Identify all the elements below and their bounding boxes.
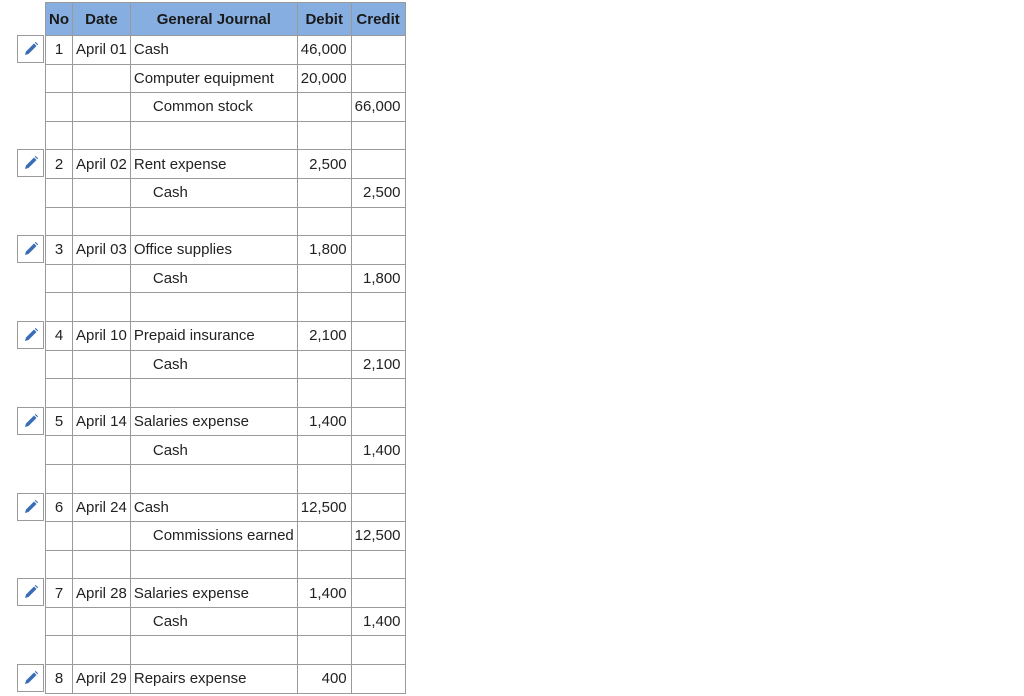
account-cell: Repairs expense [130,665,297,694]
journal-blank-line [46,636,406,665]
entry-number: 6 [46,493,73,522]
entry-date: April 28 [73,579,131,608]
credit-cell [351,579,405,608]
account-cell: Cash [130,493,297,522]
entry-date: April 29 [73,665,131,694]
entry-number-empty [46,121,73,150]
edit-entry-4-button[interactable] [17,321,44,349]
entry-date: April 02 [73,150,131,179]
credit-cell [351,665,405,694]
account-cell: Office supplies [130,236,297,265]
pencil-icon [23,241,39,257]
account-cell: Cash [130,436,297,465]
header-credit: Credit [351,3,405,36]
journal-line [46,350,406,379]
entry-date-empty [73,64,131,93]
account-cell-empty [130,550,297,579]
journal-line [46,236,406,265]
header-general-journal: General Journal [130,3,297,36]
credit-cell-empty [351,121,405,150]
journal-line [46,493,406,522]
credit-cell-empty [351,207,405,236]
entry-number-empty [46,64,73,93]
journal-line [46,665,406,694]
credit-cell [351,407,405,436]
entry-number-empty [46,522,73,551]
account-cell: Salaries expense [130,579,297,608]
journal-line [46,264,406,293]
entry-number-empty [46,550,73,579]
debit-cell [297,178,351,207]
entry-date: April 14 [73,407,131,436]
account-cell-empty [130,464,297,493]
journal-blank-line [46,379,406,408]
credit-cell: 66,000 [351,93,405,122]
debit-cell [297,436,351,465]
journal-line [46,407,406,436]
entry-number: 4 [46,321,73,350]
credit-cell-empty [351,293,405,322]
account-cell-empty [130,379,297,408]
pencil-icon [23,155,39,171]
entry-date-empty [73,264,131,293]
credit-cell: 2,100 [351,350,405,379]
credit-cell-empty [351,550,405,579]
entry-date-empty [73,350,131,379]
entry-number-empty [46,293,73,322]
entry-number-empty [46,264,73,293]
credit-cell [351,321,405,350]
debit-cell-empty [297,207,351,236]
entry-date: April 01 [73,36,131,65]
credit-cell [351,150,405,179]
debit-cell [297,264,351,293]
entry-date-empty [73,607,131,636]
account-cell-empty [130,636,297,665]
journal-blank-line [46,121,406,150]
account-cell: Rent expense [130,150,297,179]
debit-cell: 1,400 [297,407,351,436]
journal-line [46,150,406,179]
debit-cell [297,350,351,379]
credit-cell-empty [351,464,405,493]
credit-cell-empty [351,636,405,665]
entry-date-empty [73,121,131,150]
edit-entry-7-button[interactable] [17,578,44,606]
entry-number: 5 [46,407,73,436]
entry-number-empty [46,379,73,408]
credit-cell: 2,500 [351,178,405,207]
entry-number-empty [46,436,73,465]
account-cell: Computer equipment [130,64,297,93]
journal-blank-line [46,550,406,579]
pencil-icon [23,584,39,600]
entry-date-empty [73,93,131,122]
entry-date-empty [73,379,131,408]
header-row [46,3,406,36]
entry-date-empty [73,293,131,322]
journal-blank-line [46,207,406,236]
credit-cell-empty [351,379,405,408]
journal-line [46,607,406,636]
edit-entry-1-button[interactable] [17,35,44,63]
debit-cell-empty [297,550,351,579]
account-cell: Cash [130,607,297,636]
credit-cell [351,493,405,522]
journal-blank-line [46,293,406,322]
account-cell-empty [130,293,297,322]
credit-cell: 1,800 [351,264,405,293]
debit-cell: 12,500 [297,493,351,522]
entry-number-empty [46,178,73,207]
account-cell: Commissions earned [130,522,297,551]
credit-cell [351,236,405,265]
entry-number: 2 [46,150,73,179]
edit-entry-3-button[interactable] [17,235,44,263]
journal-line [46,436,406,465]
account-cell: Cash [130,264,297,293]
edit-entry-6-button[interactable] [17,493,44,521]
pencil-icon [23,413,39,429]
journal-line [46,178,406,207]
entry-date-empty [73,436,131,465]
debit-cell-empty [297,293,351,322]
debit-cell [297,93,351,122]
debit-cell-empty [297,121,351,150]
debit-cell-empty [297,636,351,665]
entry-number-empty [46,636,73,665]
credit-cell [351,64,405,93]
entry-date-empty [73,550,131,579]
debit-cell: 1,800 [297,236,351,265]
journal-line [46,522,406,551]
entry-number: 8 [46,665,73,694]
journal-line [46,36,406,65]
pencil-icon [23,327,39,343]
entry-number-empty [46,207,73,236]
header-date: Date [73,3,131,36]
entry-date-empty [73,178,131,207]
credit-cell: 1,400 [351,607,405,636]
entry-number-empty [46,607,73,636]
debit-cell [297,522,351,551]
journal-blank-line [46,464,406,493]
entry-date-empty [73,464,131,493]
debit-cell: 2,500 [297,150,351,179]
account-cell-empty [130,207,297,236]
debit-cell: 1,400 [297,579,351,608]
account-cell: Prepaid insurance [130,321,297,350]
pencil-icon [23,499,39,515]
entry-date: April 03 [73,236,131,265]
credit-cell [351,36,405,65]
entry-date: April 24 [73,493,131,522]
entry-date-empty [73,522,131,551]
edit-entry-5-button[interactable] [17,407,44,435]
account-cell: Salaries expense [130,407,297,436]
entry-number-empty [46,464,73,493]
debit-cell: 2,100 [297,321,351,350]
entry-number: 7 [46,579,73,608]
entry-date: April 10 [73,321,131,350]
account-cell: Cash [130,36,297,65]
entry-number: 3 [46,236,73,265]
journal-line [46,93,406,122]
edit-entry-8-button[interactable] [17,664,44,692]
pencil-icon [23,670,39,686]
account-cell: Cash [130,178,297,207]
account-cell: Common stock [130,93,297,122]
debit-cell-empty [297,464,351,493]
journal-line [46,64,406,93]
journal-body [46,36,406,694]
pencil-icon [23,41,39,57]
entry-number: 1 [46,36,73,65]
debit-cell: 20,000 [297,64,351,93]
header-debit: Debit [297,3,351,36]
credit-cell: 12,500 [351,522,405,551]
journal-table [45,2,406,694]
entry-date-empty [73,636,131,665]
account-cell: Cash [130,350,297,379]
journal-line [46,579,406,608]
header-no: No [46,3,73,36]
entry-number-empty [46,350,73,379]
debit-cell: 400 [297,665,351,694]
journal-line [46,321,406,350]
credit-cell: 1,400 [351,436,405,465]
entry-date-empty [73,207,131,236]
debit-cell [297,607,351,636]
account-cell-empty [130,121,297,150]
debit-cell: 46,000 [297,36,351,65]
edit-entry-2-button[interactable] [17,149,44,177]
entry-number-empty [46,93,73,122]
debit-cell-empty [297,379,351,408]
